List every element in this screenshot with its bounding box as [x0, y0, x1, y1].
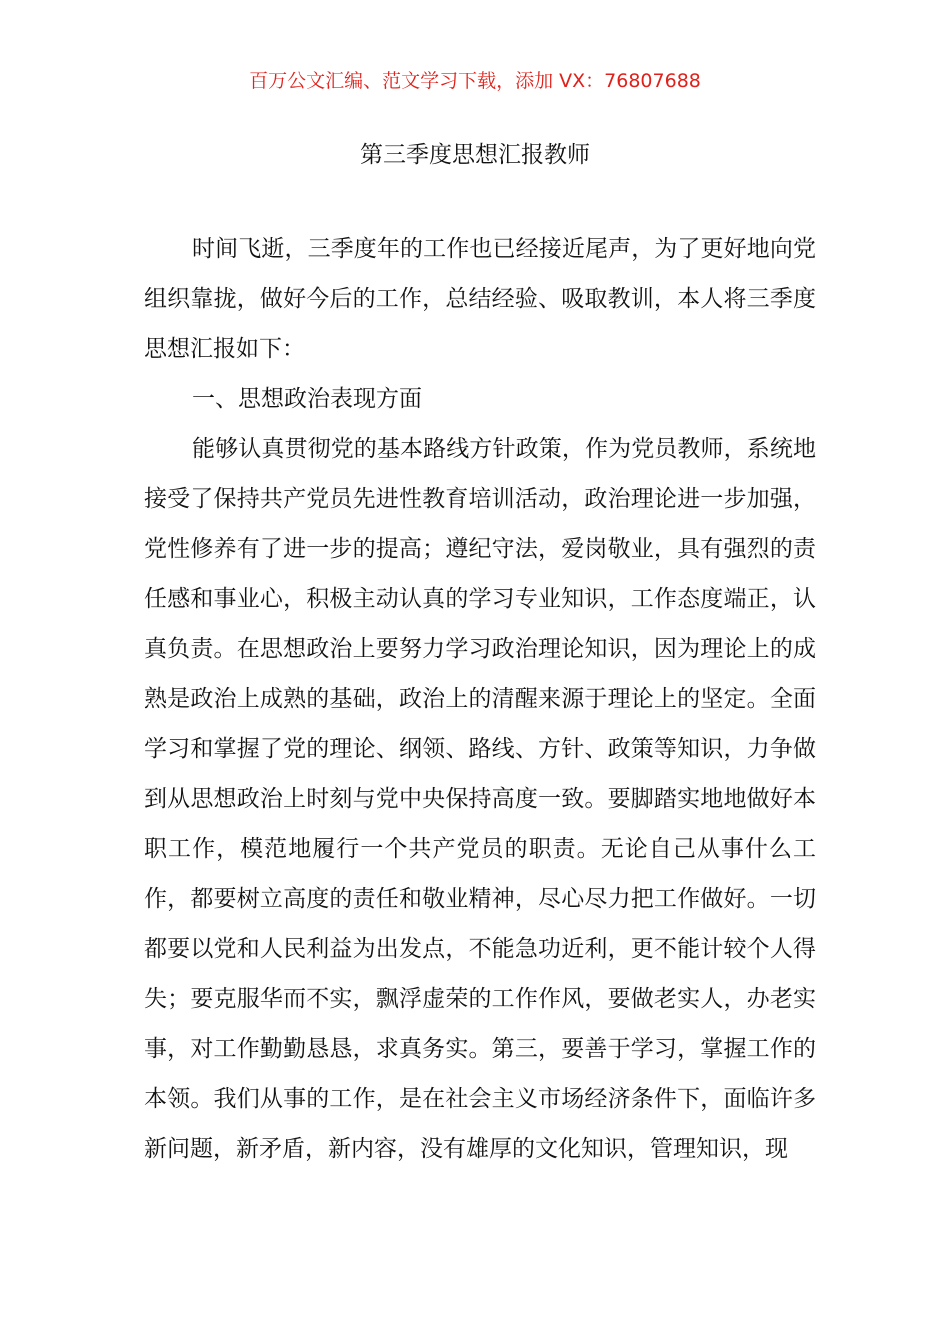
document-body	[144, 224, 816, 1174]
header-banner: 百万公文汇编、范文学习下载，添加 VX：76807688	[249, 70, 701, 92]
paragraph-body: 能够认真贯彻党的基本路线方针政策，作为党员教师，系统地接受了保持共产党员先进性教育培训活动，政治理论进一步加强，党性修养有了进一步的提高；遵纪守法，爱岗敬业，具有强烈的责任感和事业心，积极主动认真的学习专业知识，工作态度端正，认真负责。在思想政治上要努力学习政治理论知识，因为理论上的成熟是政治上成熟的基础，政治上的清醒来源于理论上的坚定。全面学习和掌握了党的理论、纲领、路线、方针、政策等知识，力争做到从思想政治上时刻与党中央保持高度一致。要脚踏实地地做好本职工作，模范地履行一个共产党员的职责。无论自己从事什么工作，都要树立高度的责任和敬业精神，尽心尽力把工作做好。一切都要以党和人民利益为出发点，不能急功近利，更不能计较个人得失；要克服华而不实，飘浮虚荣的工作作风，要做老实人，办老实事，对工作勤勤恳恳，求真务实。第三，要善于学习，掌握工作的本领。我们从事的工作，是在社会主义市场经济条件下，面临许多新问题，新矛盾，新内容，没有雄厚的文化知识，管理知识，现	[144, 436, 816, 1162]
paragraph-intro: 时间飞逝，三季度年的工作也已经接近尾声，为了更好地向党组织靠拢，做好今后的工作，总结经验、吸取教训，本人将三季度思想汇报如下：	[144, 236, 816, 362]
page-title: 第三季度思想汇报教师	[360, 142, 590, 168]
section-heading: 一、思想政治表现方面	[192, 386, 422, 412]
